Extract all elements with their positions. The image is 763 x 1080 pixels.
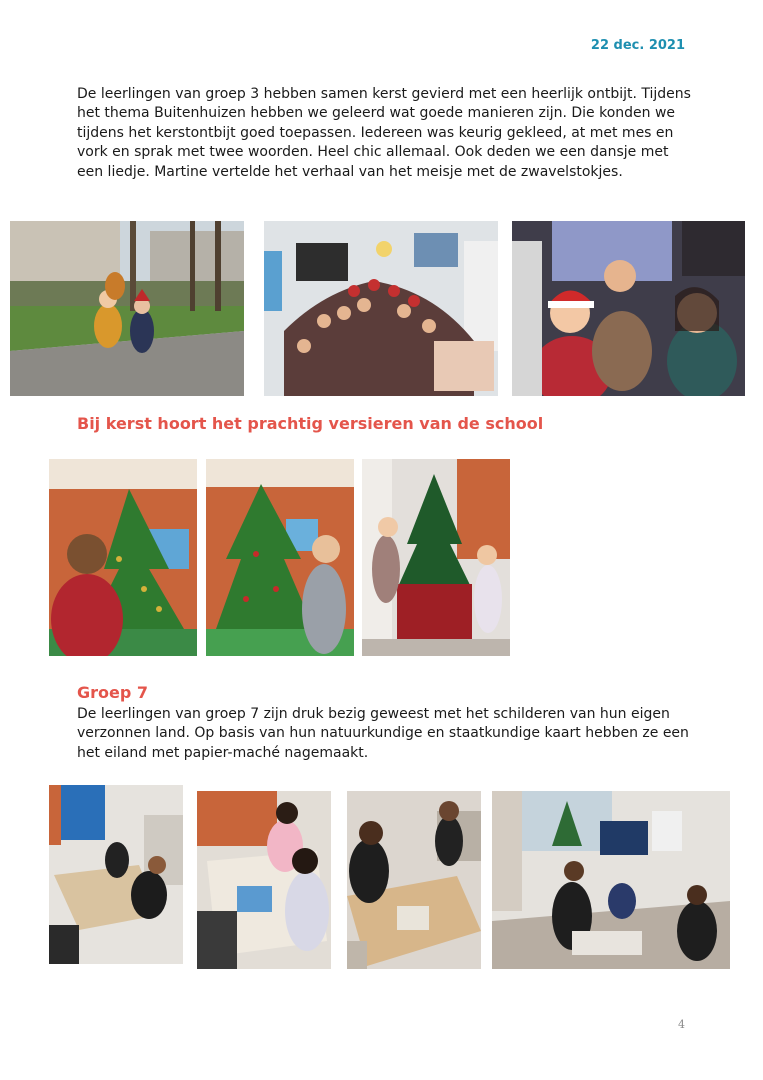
intro-paragraph: De leerlingen van groep 3 hebben samen kerst gevierd met een heerlijk ontbijt. Tijdens het thema Buitenhuizen hebben we geleerd wat goede manieren zijn. Die konden we tijdens het kerstontbijt goed toepassen. Iedereen was keurig gekleed, at met mes en vork en sprak met twee woorden. Heel chic allemaal. Ook deden we een dansje met een liedje. Martine vertelde het verhaal van het meisje met de zwavelstokjes.: [77, 86, 691, 180]
photo-painting-classroom-1: [49, 785, 183, 964]
photo-children-tree-hallway: [362, 459, 510, 656]
photo-class-breakfast-group: [264, 221, 498, 396]
photo-girl-decorating-tree: [206, 459, 354, 656]
photo-boy-decorating-tree: [49, 459, 197, 656]
group7-paragraph: De leerlingen van groep 7 zijn druk bezig geweest met het schilderen van hun eigen verzonnen land. Op basis van hun natuurkundige en staatkundige kaart hebben ze een het eiland met papier-maché nagemaakt.: [77, 706, 689, 761]
date-label: 22 dec. 2021: [590, 38, 685, 53]
page-number: 4: [678, 1018, 685, 1031]
photo-children-santa-hats: [512, 221, 745, 396]
photo-children-running-outdoors: [10, 221, 244, 396]
group7-heading: Groep 7: [77, 683, 149, 702]
photo-painting-classroom-2: [197, 791, 331, 969]
decoration-heading: Bij kerst hoort het prachtig versieren van de school: [77, 414, 544, 433]
photo-painting-classroom-3: [347, 791, 481, 969]
photo-painting-classroom-4: [492, 791, 730, 969]
